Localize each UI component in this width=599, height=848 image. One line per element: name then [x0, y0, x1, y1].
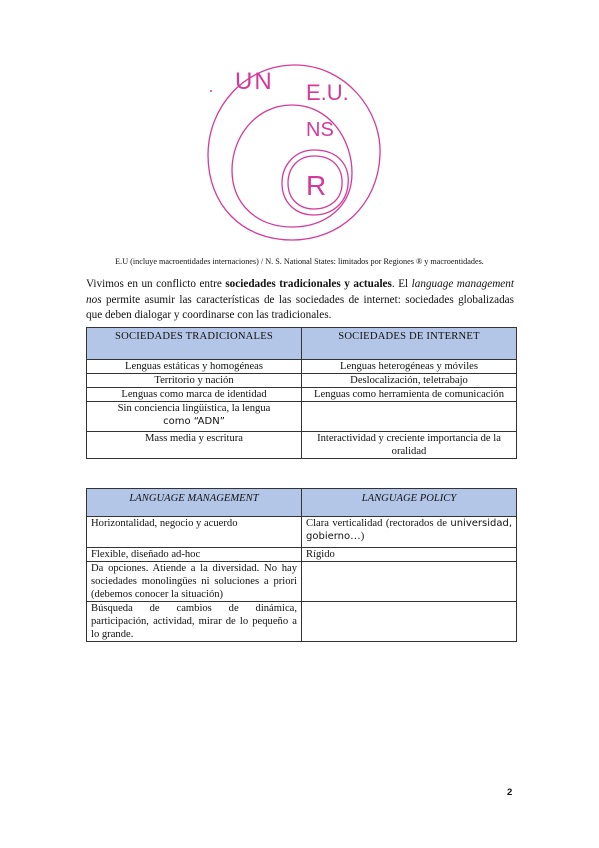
table-cell: Deslocalización, teletrabajo: [302, 374, 517, 388]
header-traditional: SOCIEDADES TRADICIONALES: [87, 328, 302, 360]
table-cell: Territorio y nación: [87, 374, 302, 388]
table-cell: [302, 562, 517, 602]
cell-text: Sin conciencia lingüística, la lengua: [117, 403, 271, 414]
handwritten-annotation: universidad, gobierno: [306, 518, 513, 542]
table-cell: [302, 402, 517, 432]
table-row: [87, 432, 517, 459]
header-language-management: LANGUAGE MANAGEMENT: [87, 489, 302, 517]
intro-italic: language management nos: [86, 278, 514, 306]
ink-dot: [210, 90, 212, 92]
label-r: R: [306, 170, 327, 201]
page-number: 2: [507, 787, 513, 798]
table-cell: Flexible, diseñado ad-hoc: [87, 548, 302, 562]
intro-paragraph: [86, 277, 514, 324]
intro-text-2: . El: [391, 278, 412, 290]
table-row: [87, 548, 517, 562]
cell-text: Clara verticalidad (rectorados de: [306, 518, 447, 529]
table-cell: Lenguas estáticas y homogéneas: [87, 360, 302, 374]
header-language-policy: LANGUAGE POLICY: [302, 489, 517, 517]
table-cell: Rígido: [302, 548, 517, 562]
cell-text-suffix: …): [350, 531, 365, 542]
table-header-row: [87, 328, 517, 360]
circles-diagram: [180, 55, 410, 245]
label-eu: E.U.: [306, 80, 349, 105]
intro-text-3: permite asumir las características de las sociedades de internet: sociedades globalizadas que deben dialogar y coordinarse con las tradicionales.: [86, 293, 514, 321]
table-cell: Horizontalidad, negocio y acuerdo: [87, 517, 302, 548]
label-un: UN: [235, 68, 274, 95]
table-header-row: [87, 489, 517, 517]
table-cell: Da opciones. Atiende a la diversidad. No hay sociedades monolingües ni soluciones a priori (debemos conocer la situación): [87, 562, 302, 602]
header-internet: SOCIEDADES DE INTERNET: [302, 328, 517, 360]
societies-table: [86, 327, 517, 459]
handwritten-annotation: como “ADN”: [163, 416, 225, 427]
table-row: [87, 602, 517, 642]
table-cell: [302, 602, 517, 642]
intro-text-1: Vivimos en un conflicto entre: [86, 278, 226, 290]
table-cell: Interactividad y creciente importancia de la oralidad: [302, 432, 517, 459]
table-cell: Mass media y escritura: [87, 432, 302, 459]
intro-bold: sociedades tradicionales y actuales: [225, 278, 392, 290]
table-row: [87, 388, 517, 402]
table-row: [87, 360, 517, 374]
table-row: [87, 562, 517, 602]
management-policy-table: [86, 488, 517, 642]
table-cell: Lenguas como marca de identidad: [87, 388, 302, 402]
figure-caption: E.U (incluye macroentidades internaciones) / N. S. National States: limitados por Regiones ® y macroentidades.: [115, 257, 484, 266]
table-row: [87, 402, 517, 432]
table-cell: Lenguas heterogéneas y móviles: [302, 360, 517, 374]
table-cell: [87, 402, 302, 432]
table-row: [87, 517, 517, 548]
table-cell: [302, 517, 517, 548]
table-row: [87, 374, 517, 388]
label-ns: NS: [306, 119, 334, 141]
table-cell: Búsqueda de cambios de dinámica, participación, actividad, mirar de lo pequeño a lo grande.: [87, 602, 302, 642]
table-cell: Lenguas como herramienta de comunicación: [302, 388, 517, 402]
